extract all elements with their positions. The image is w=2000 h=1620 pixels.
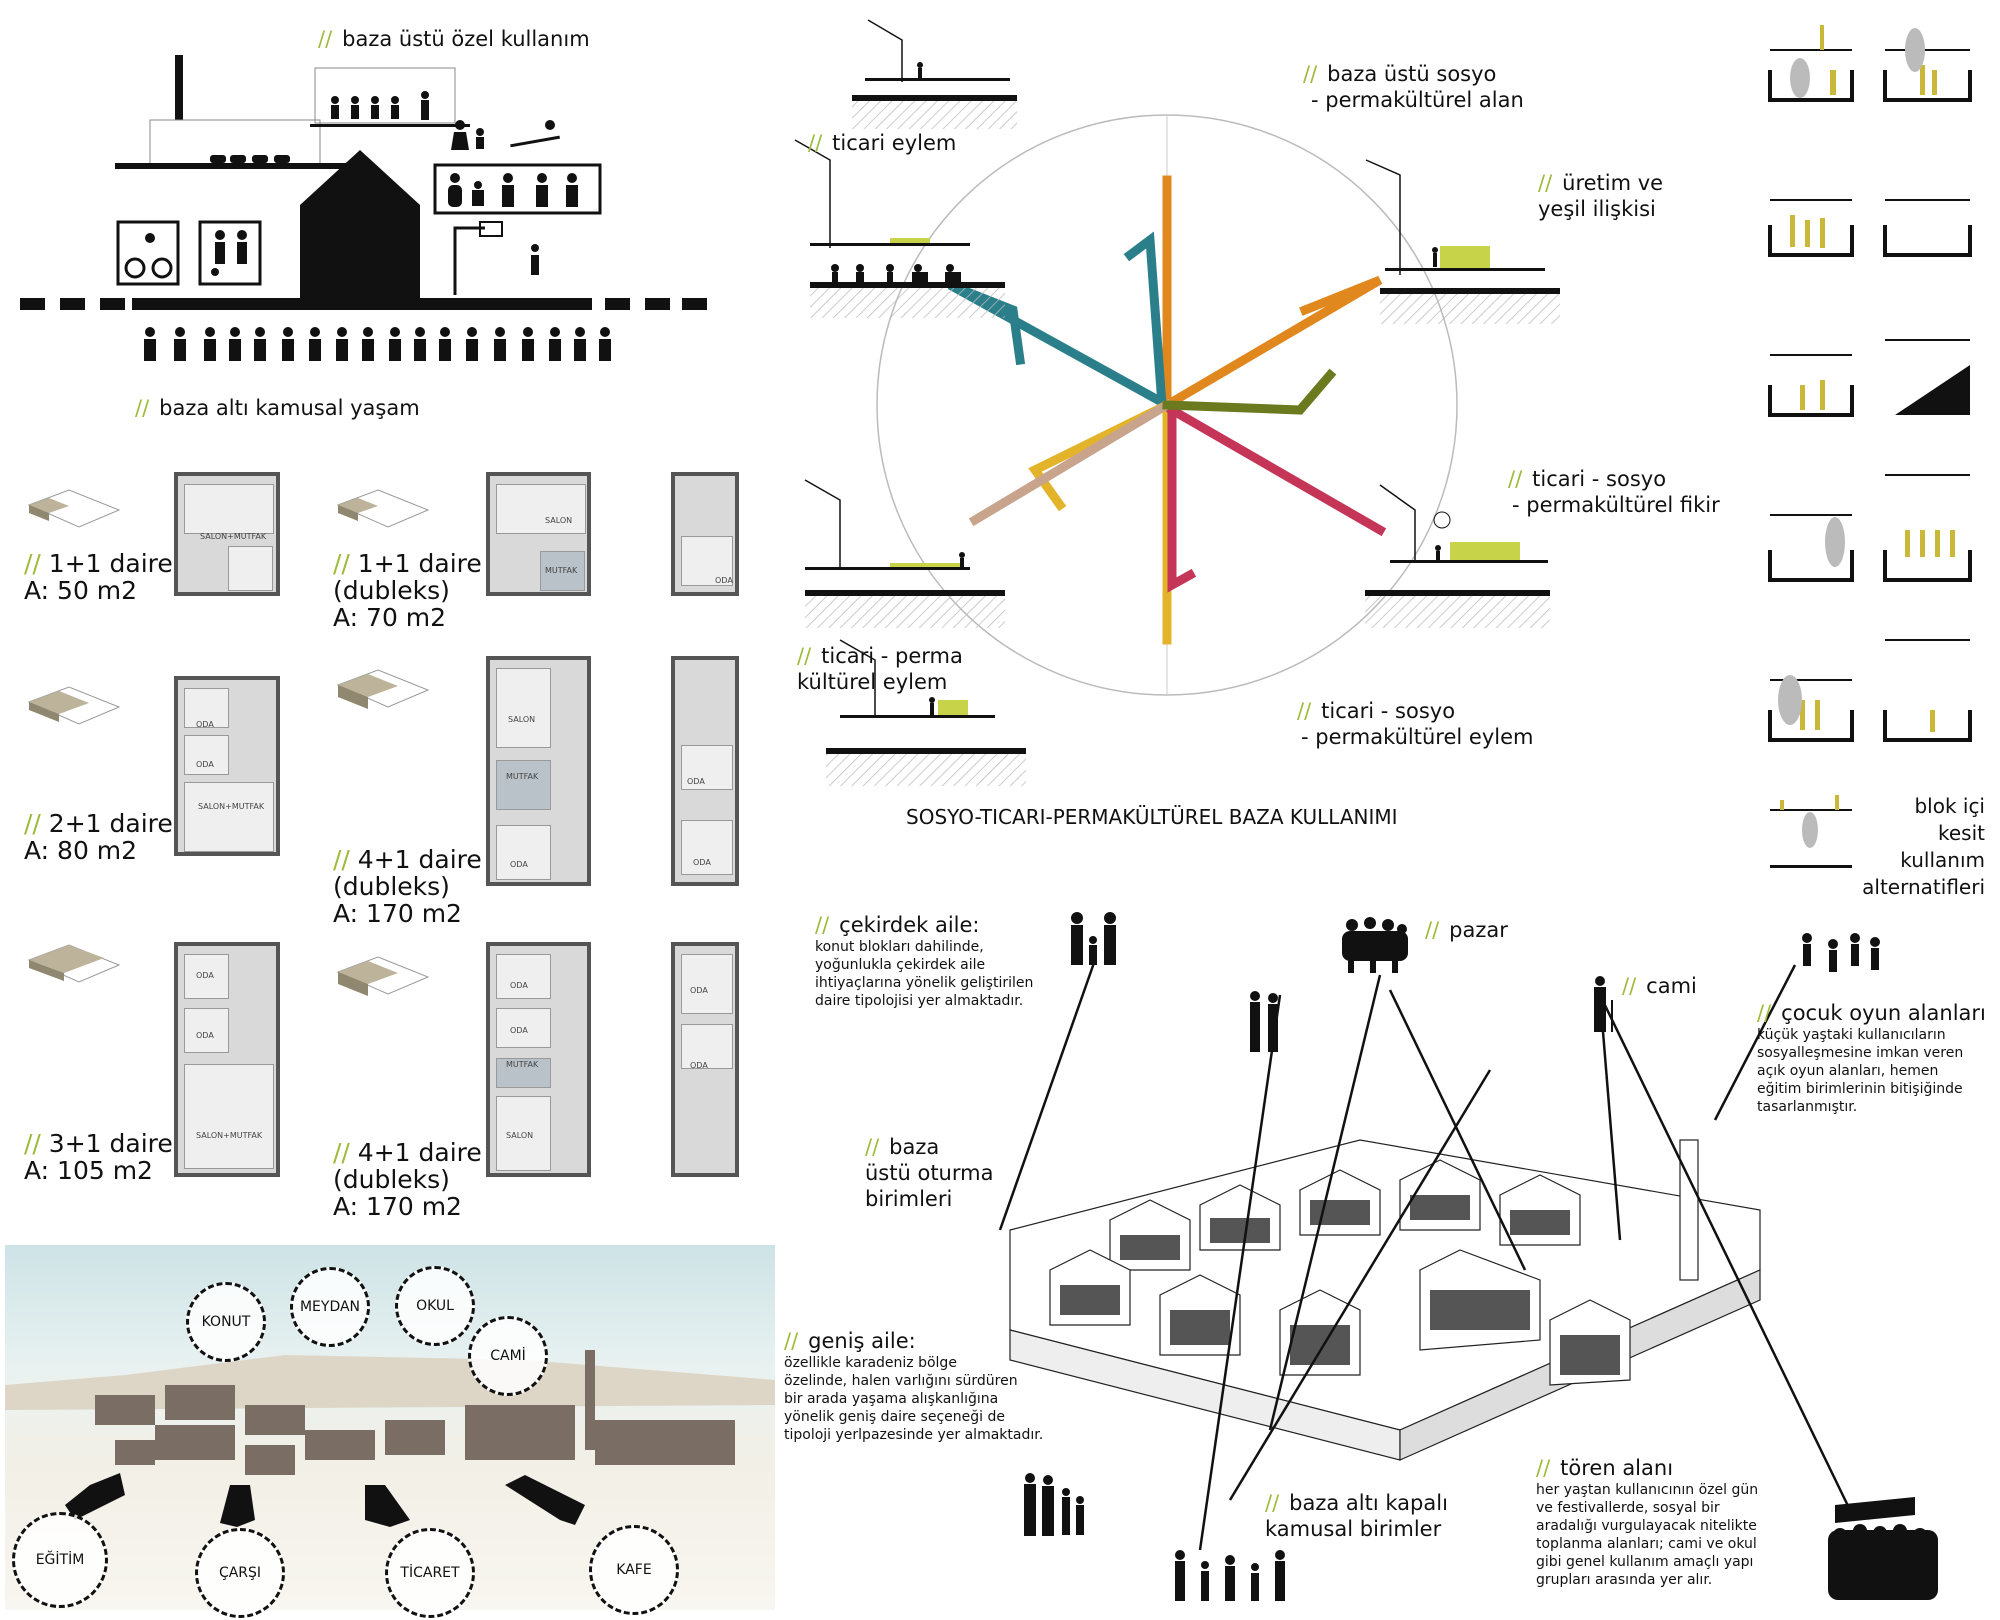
circle-ticaret: TİCARET	[385, 1528, 475, 1618]
baza-section-diagram	[20, 50, 720, 370]
radial-caption: SOSYO-TICARI-PERMAKÜLTÜREL BAZA KULLANIMI	[906, 805, 1398, 829]
annot-baza-alti: // baza altı kapalı kamusal birimler	[1265, 1491, 1448, 1541]
baza-ustu-title: // baza üstü özel kullanım	[318, 27, 590, 51]
circle-konut: KONUT	[186, 1282, 266, 1362]
circle-cami: CAMİ	[468, 1316, 548, 1396]
annot-cocuk: // çocuk oyun alanları küçük yaştaki kullanıcıların sosyalleşmesine imkan veren açık oyun alanları, hemen eğitim birimlerinin bitişiğinde tasarlanmıştır.	[1757, 1001, 1986, 1115]
baza-alti-title: // baza altı kamusal yaşam	[135, 396, 420, 420]
circle-egitim: EĞİTİM	[12, 1512, 108, 1608]
plan-9: ODA ODA	[671, 942, 739, 1177]
unit-4-label: // 4+1 daire (dubleks) A: 170 m2	[333, 845, 482, 928]
circle-meydan: MEYDAN	[290, 1267, 370, 1347]
plan-3: ODA	[671, 472, 739, 596]
unit-3-label: // 2+1 daire A: 80 m2	[24, 809, 173, 865]
unit-2-label: // 1+1 daire (dubleks) A: 70 m2	[333, 549, 482, 632]
unit-1-label: // 1+1 daire A: 50 m2	[24, 549, 173, 605]
section-alternatives	[1760, 10, 1990, 900]
radial-label-top: // baza üstü sosyo - permakültürel alan	[1303, 62, 1524, 112]
iso-block-6	[333, 952, 433, 1002]
annot-cami: // cami	[1622, 974, 1697, 998]
radial-label-perma: // ticari - perma kültürel eylem	[797, 644, 963, 694]
plan-8: ODA ODA MUTFAK SALON	[486, 942, 591, 1177]
unit-5-label: // 3+1 daire A: 105 m2	[24, 1129, 173, 1185]
annot-genis: // geniş aile: özellikle karadeniz bölge özelinde, halen varlığını sürdüren bir arada yaşama alışkanlığına yönelik geniş daire seçeneği de tipoloji yerlpazesinde yer almaktadır.	[784, 1329, 1044, 1443]
plan-2: SALON MUTFAK	[486, 472, 591, 596]
unit-6-label: // 4+1 daire (dubleks) A: 170 m2	[333, 1138, 482, 1221]
circle-carsi: ÇARŞI	[195, 1528, 285, 1618]
annot-baza-ustu: // baza üstü oturma birimleri	[865, 1135, 994, 1211]
annot-cekirdek: // çekirdek aile: konut blokları dahilinde, yoğunlukla çekirdek aile ihtiyaçlarına yönelik geliştirilen daire tipolojisi yer almaktadır.	[815, 913, 1034, 1009]
plan-7: ODA ODA SALON+MUTFAK	[174, 942, 280, 1177]
plan-4: ODA ODA SALON+MUTFAK	[174, 676, 280, 856]
iso-block-2	[333, 485, 433, 535]
radial-label-fikir: // ticari - sosyo - permakültürel fikir	[1508, 467, 1720, 517]
iso-block-5	[24, 940, 124, 990]
plan-6: ODA ODA	[671, 656, 739, 886]
iso-block-3	[24, 682, 124, 732]
circle-okul: OKUL	[395, 1266, 475, 1346]
radial-label-uretim: // üretim ve yeşil ilişkisi	[1538, 171, 1664, 221]
annot-pazar: // pazar	[1425, 918, 1508, 942]
section-alt-label: blok içi kesit kullanım alternatifleri	[1862, 794, 1985, 899]
plan-5: SALON MUTFAK ODA	[486, 656, 591, 886]
circle-kafe: KAFE	[589, 1525, 679, 1615]
iso-block-1	[24, 485, 124, 535]
annot-toren: // tören alanı her yaştan kullanıcının özel gün ve festivallerde, sosyal bir aradalığı vurgulayacak nitelikte toplanma alanları; cami ve okul gibi genel kullanım amaçlı yapı grupları arasında yer alır.	[1536, 1456, 1759, 1588]
radial-label-ticari: // ticari eylem	[808, 131, 957, 155]
plan-1: SALON+MUTFAK	[174, 472, 280, 596]
iso-block-4	[333, 665, 433, 715]
radial-label-eylem: // ticari - sosyo - permakültürel eylem	[1297, 699, 1534, 749]
